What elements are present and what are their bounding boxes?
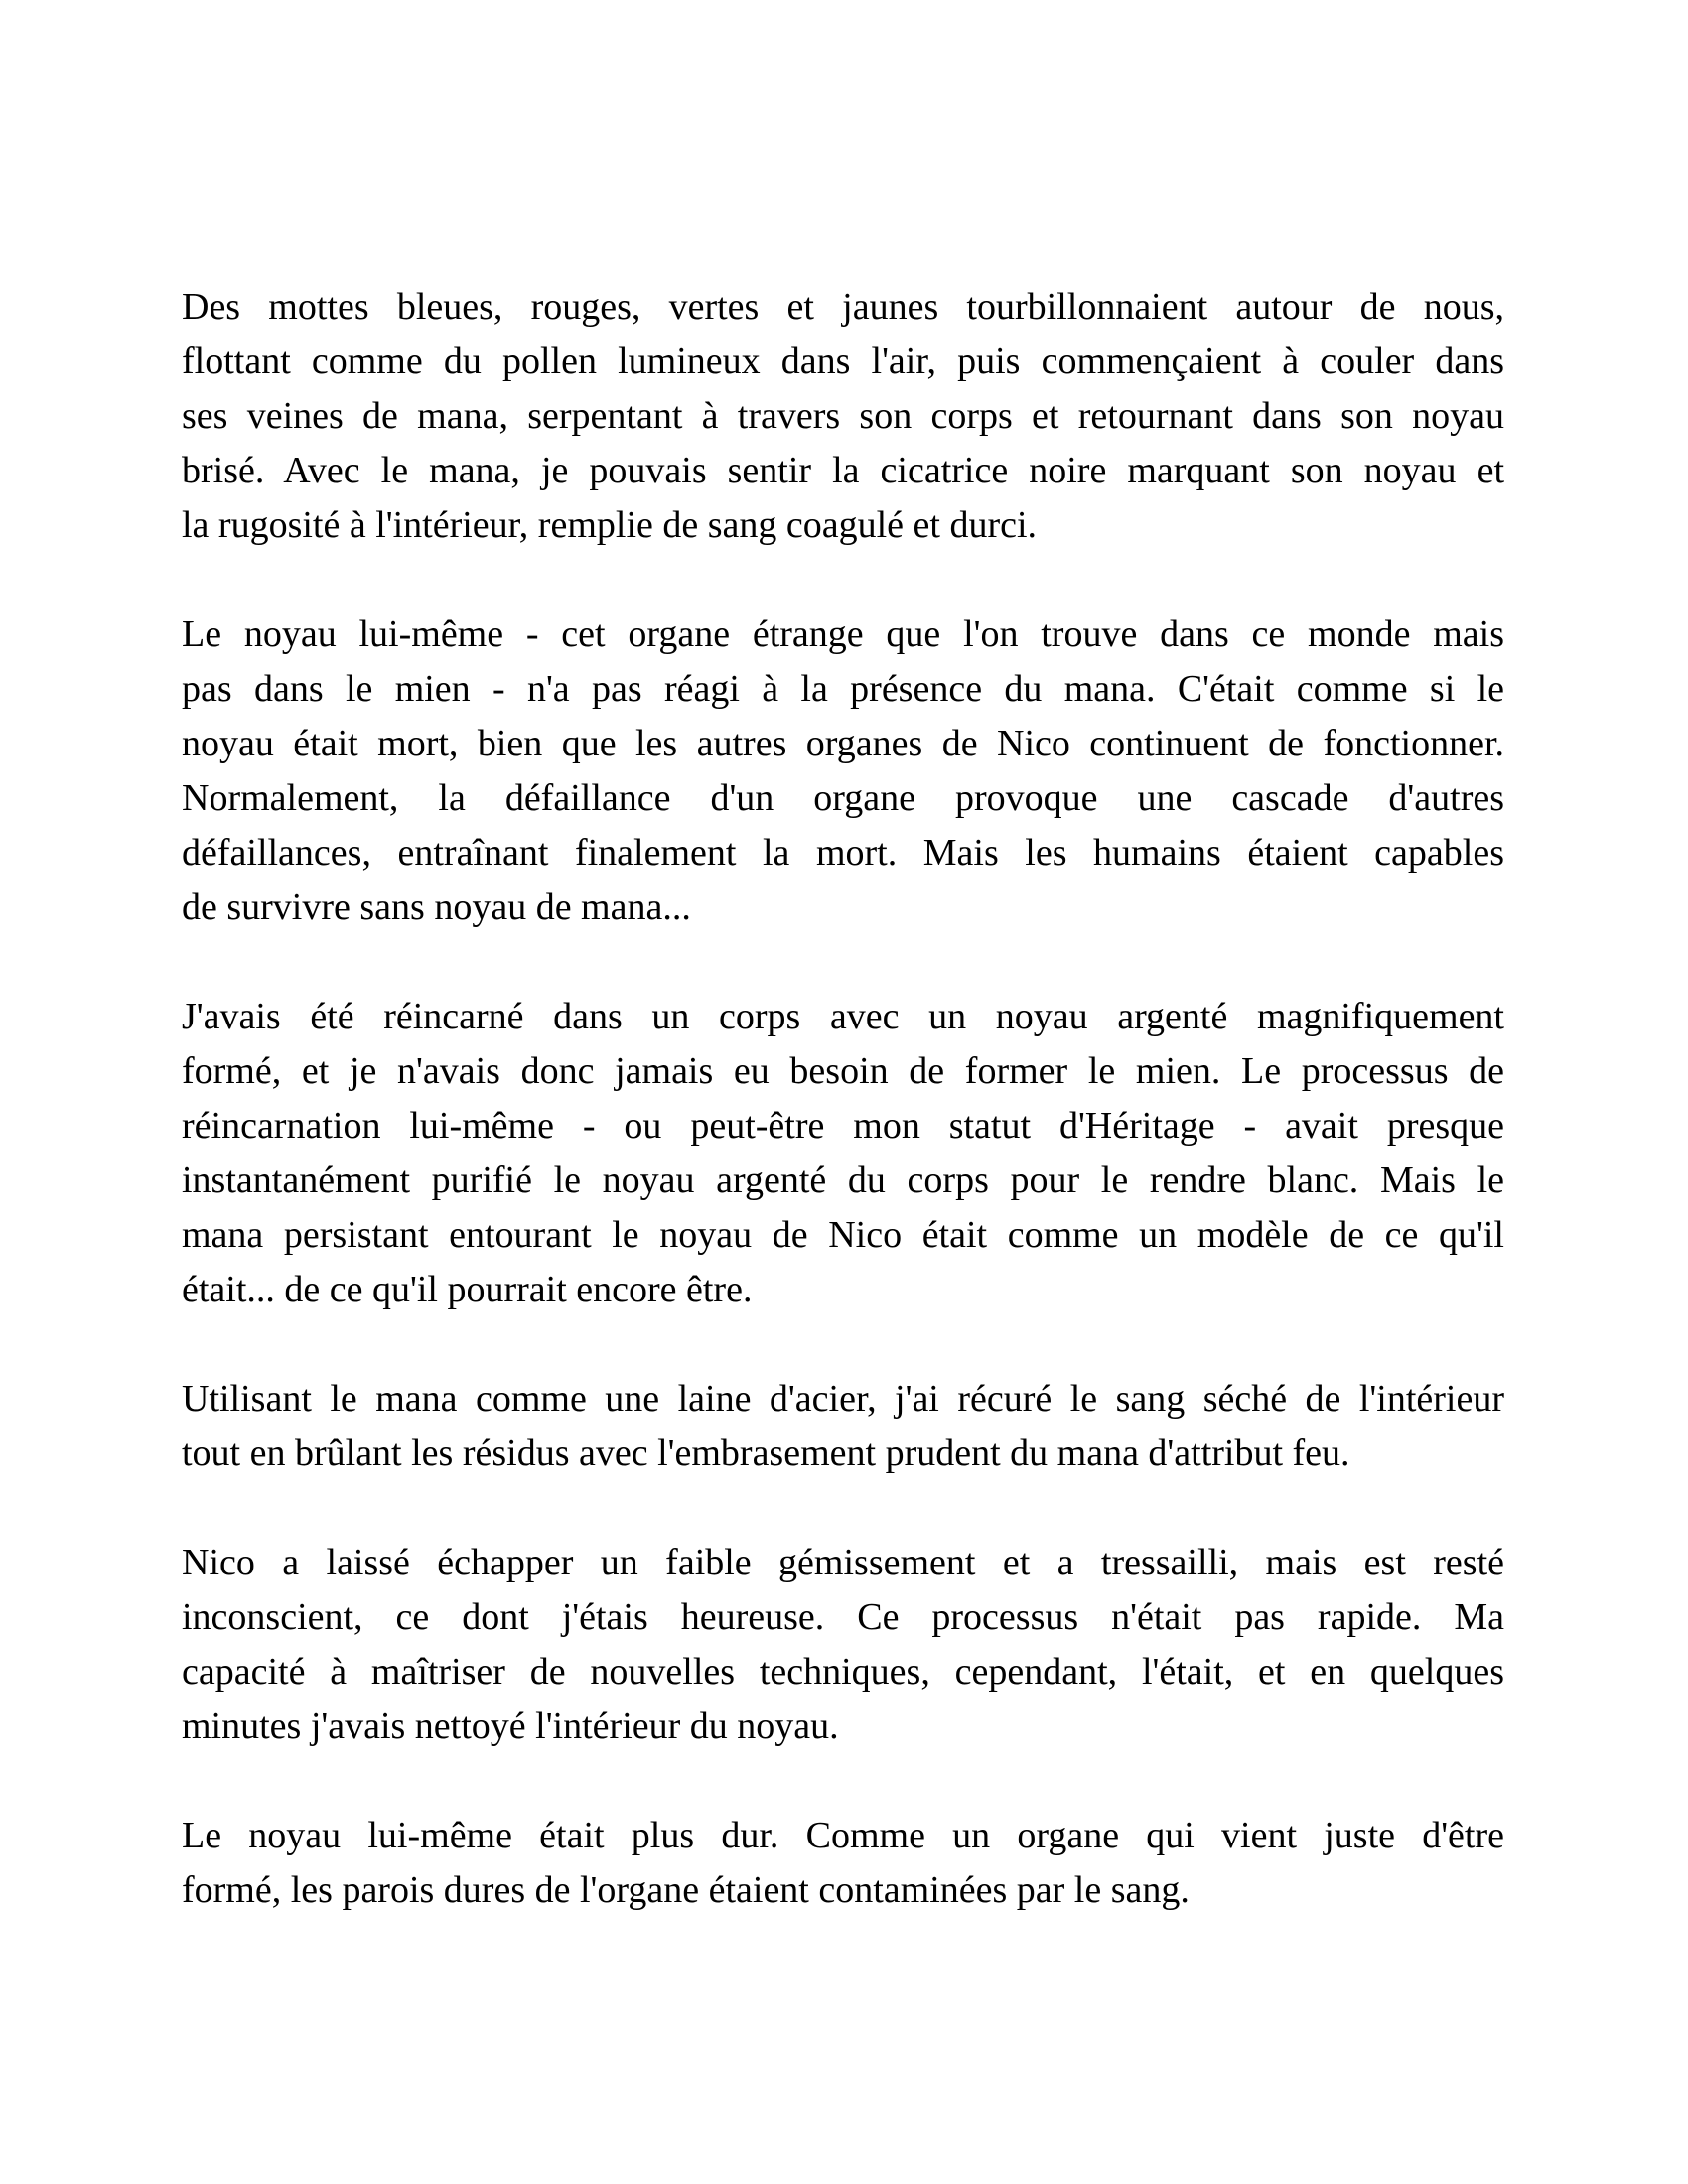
text-line: était... de ce qu'il pourrait encore être. [182, 1269, 753, 1310]
text-line: formé, les parois dures de l'organe étaient contaminées par le sang. [182, 1869, 1190, 1911]
text-line: réincarnation lui-même - ou peut-être mon statut d'Héritage - avait presque [182, 1105, 1504, 1147]
text-line: ses veines de mana, serpentant à travers son corps et retournant dans son noyau [182, 395, 1504, 437]
text-line: tout en brûlant les résidus avec l'embrasement prudent du mana d'attribut feu. [182, 1433, 1350, 1474]
paragraph [182, 990, 1504, 1317]
text-line: mana persistant entourant le noyau de Nico était comme un modèle de ce qu'il [182, 1214, 1504, 1256]
text-line: capacité à maîtriser de nouvelles techniques, cependant, l'était, et en quelques [182, 1651, 1504, 1693]
text-line: Des mottes bleues, rouges, vertes et jaunes tourbillonnaient autour de nous, [182, 286, 1504, 328]
text-line: flottant comme du pollen lumineux dans l'air, puis commençaient à couler dans [182, 341, 1504, 382]
text-line: Le noyau lui-même était plus dur. Comme un organe qui vient juste d'être [182, 1815, 1504, 1856]
paragraph [182, 1372, 1504, 1481]
text-line: Utilisant le mana comme une laine d'acier, j'ai récuré le sang séché de l'intérieur [182, 1378, 1504, 1420]
paragraph [182, 1536, 1504, 1754]
paragraph [182, 1809, 1504, 1918]
text-line: Le noyau lui-même - cet organe étrange que l'on trouve dans ce monde mais [182, 614, 1504, 655]
text-line: brisé. Avec le mana, je pouvais sentir la cicatrice noire marquant son noyau et [182, 450, 1504, 491]
document-body [182, 280, 1504, 1918]
text-line: J'avais été réincarné dans un corps avec un noyau argenté magnifiquement [182, 996, 1504, 1037]
paragraph [182, 280, 1504, 553]
paragraph [182, 608, 1504, 935]
text-line: minutes j'avais nettoyé l'intérieur du noyau. [182, 1706, 839, 1747]
text-line: formé, et je n'avais donc jamais eu besoin de former le mien. Le processus de [182, 1050, 1504, 1092]
text-line: inconscient, ce dont j'étais heureuse. Ce processus n'était pas rapide. Ma [182, 1596, 1504, 1638]
text-line: de survivre sans noyau de mana... [182, 887, 691, 928]
text-line: la rugosité à l'intérieur, remplie de sang coagulé et durci. [182, 504, 1038, 546]
text-line: Normalement, la défaillance d'un organe provoque une cascade d'autres [182, 777, 1504, 819]
text-line: noyau était mort, bien que les autres organes de Nico continuent de fonctionner. [182, 723, 1504, 764]
text-line: instantanément purifié le noyau argenté du corps pour le rendre blanc. Mais le [182, 1160, 1504, 1201]
text-line: pas dans le mien - n'a pas réagi à la présence du mana. C'était comme si le [182, 668, 1504, 710]
text-line: Nico a laissé échapper un faible gémissement et a tressailli, mais est resté [182, 1542, 1504, 1583]
text-line: défaillances, entraînant finalement la mort. Mais les humains étaient capables [182, 832, 1504, 874]
